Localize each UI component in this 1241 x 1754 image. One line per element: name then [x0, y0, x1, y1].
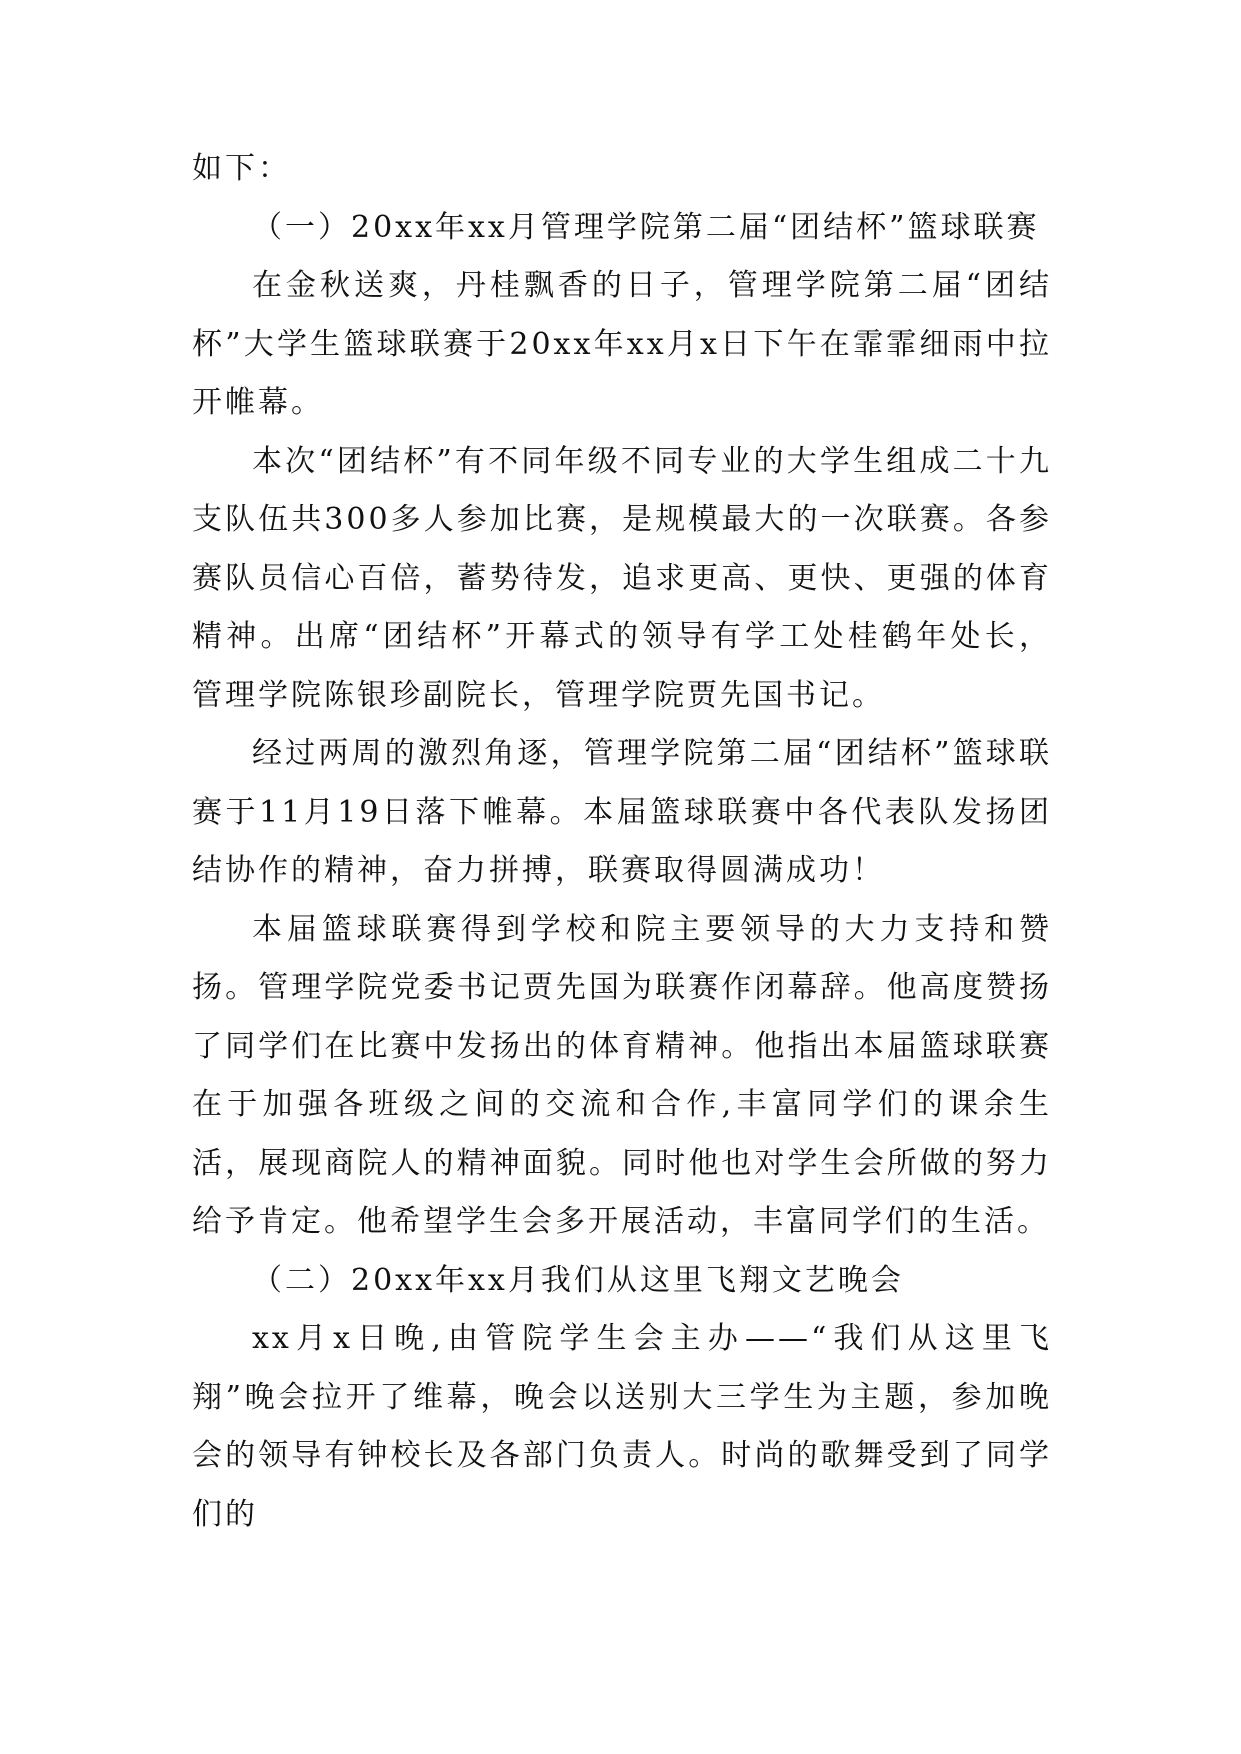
document-body: [192, 140, 1052, 1544]
paragraph: 本次“团结杯”有不同年级不同专业的大学生组成二十九支队伍共300多人参加比赛，是规模最大的一次联赛。各参赛队员信心百倍，蓄势待发，追求更高、更快、更强的体育精神。出席“团结杯”开幕式的领导有学工处桂鹤年处长，管理学院陈银珍副院长，管理学院贾先国书记。: [192, 443, 1052, 713]
paragraph: 经过两周的激烈角逐，管理学院第二届“团结杯”篮球联赛于11月19日落下帷幕。本届篮球联赛中各代表队发扬团结协作的精神，奋力拼搏，联赛取得圆满成功！: [192, 736, 1052, 888]
paragraph: 在金秋送爽，丹桂飘香的日子，管理学院第二届“团结杯”大学生篮球联赛于20xx年xx月x日下午在霏霏细雨中拉开帷幕。: [192, 268, 1052, 420]
paragraph: 本届篮球联赛得到学校和院主要领导的大力支持和赞扬。管理学院党委书记贾先国为联赛作闭幕辞。他高度赞扬了同学们在比赛中发扬出的体育精神。他指出本届篮球联赛在于加强各班级之间的交流和合作,丰富同学们的课余生活，展现商院人的精神面貌。同时他也对学生会所做的努力给予肯定。他希望学生会多开展活动，丰富同学们的生活。: [192, 911, 1052, 1239]
section-heading-2: （二）20xx年xx月我们从这里飞翔文艺晚会: [252, 1262, 904, 1298]
paragraph: xx月x日晚,由管院学生会主办——“我们从这里飞翔”晚会拉开了维幕，晚会以送别大三学生为主题，参加晚会的领导有钟校长及各部门负责人。时尚的歌舞受到了同学们的: [192, 1321, 1052, 1532]
section-heading-1: （一）20xx年xx月管理学院第二届“团结杯”篮球联赛: [252, 209, 1040, 245]
paragraph-intro: 如下：: [192, 151, 291, 186]
